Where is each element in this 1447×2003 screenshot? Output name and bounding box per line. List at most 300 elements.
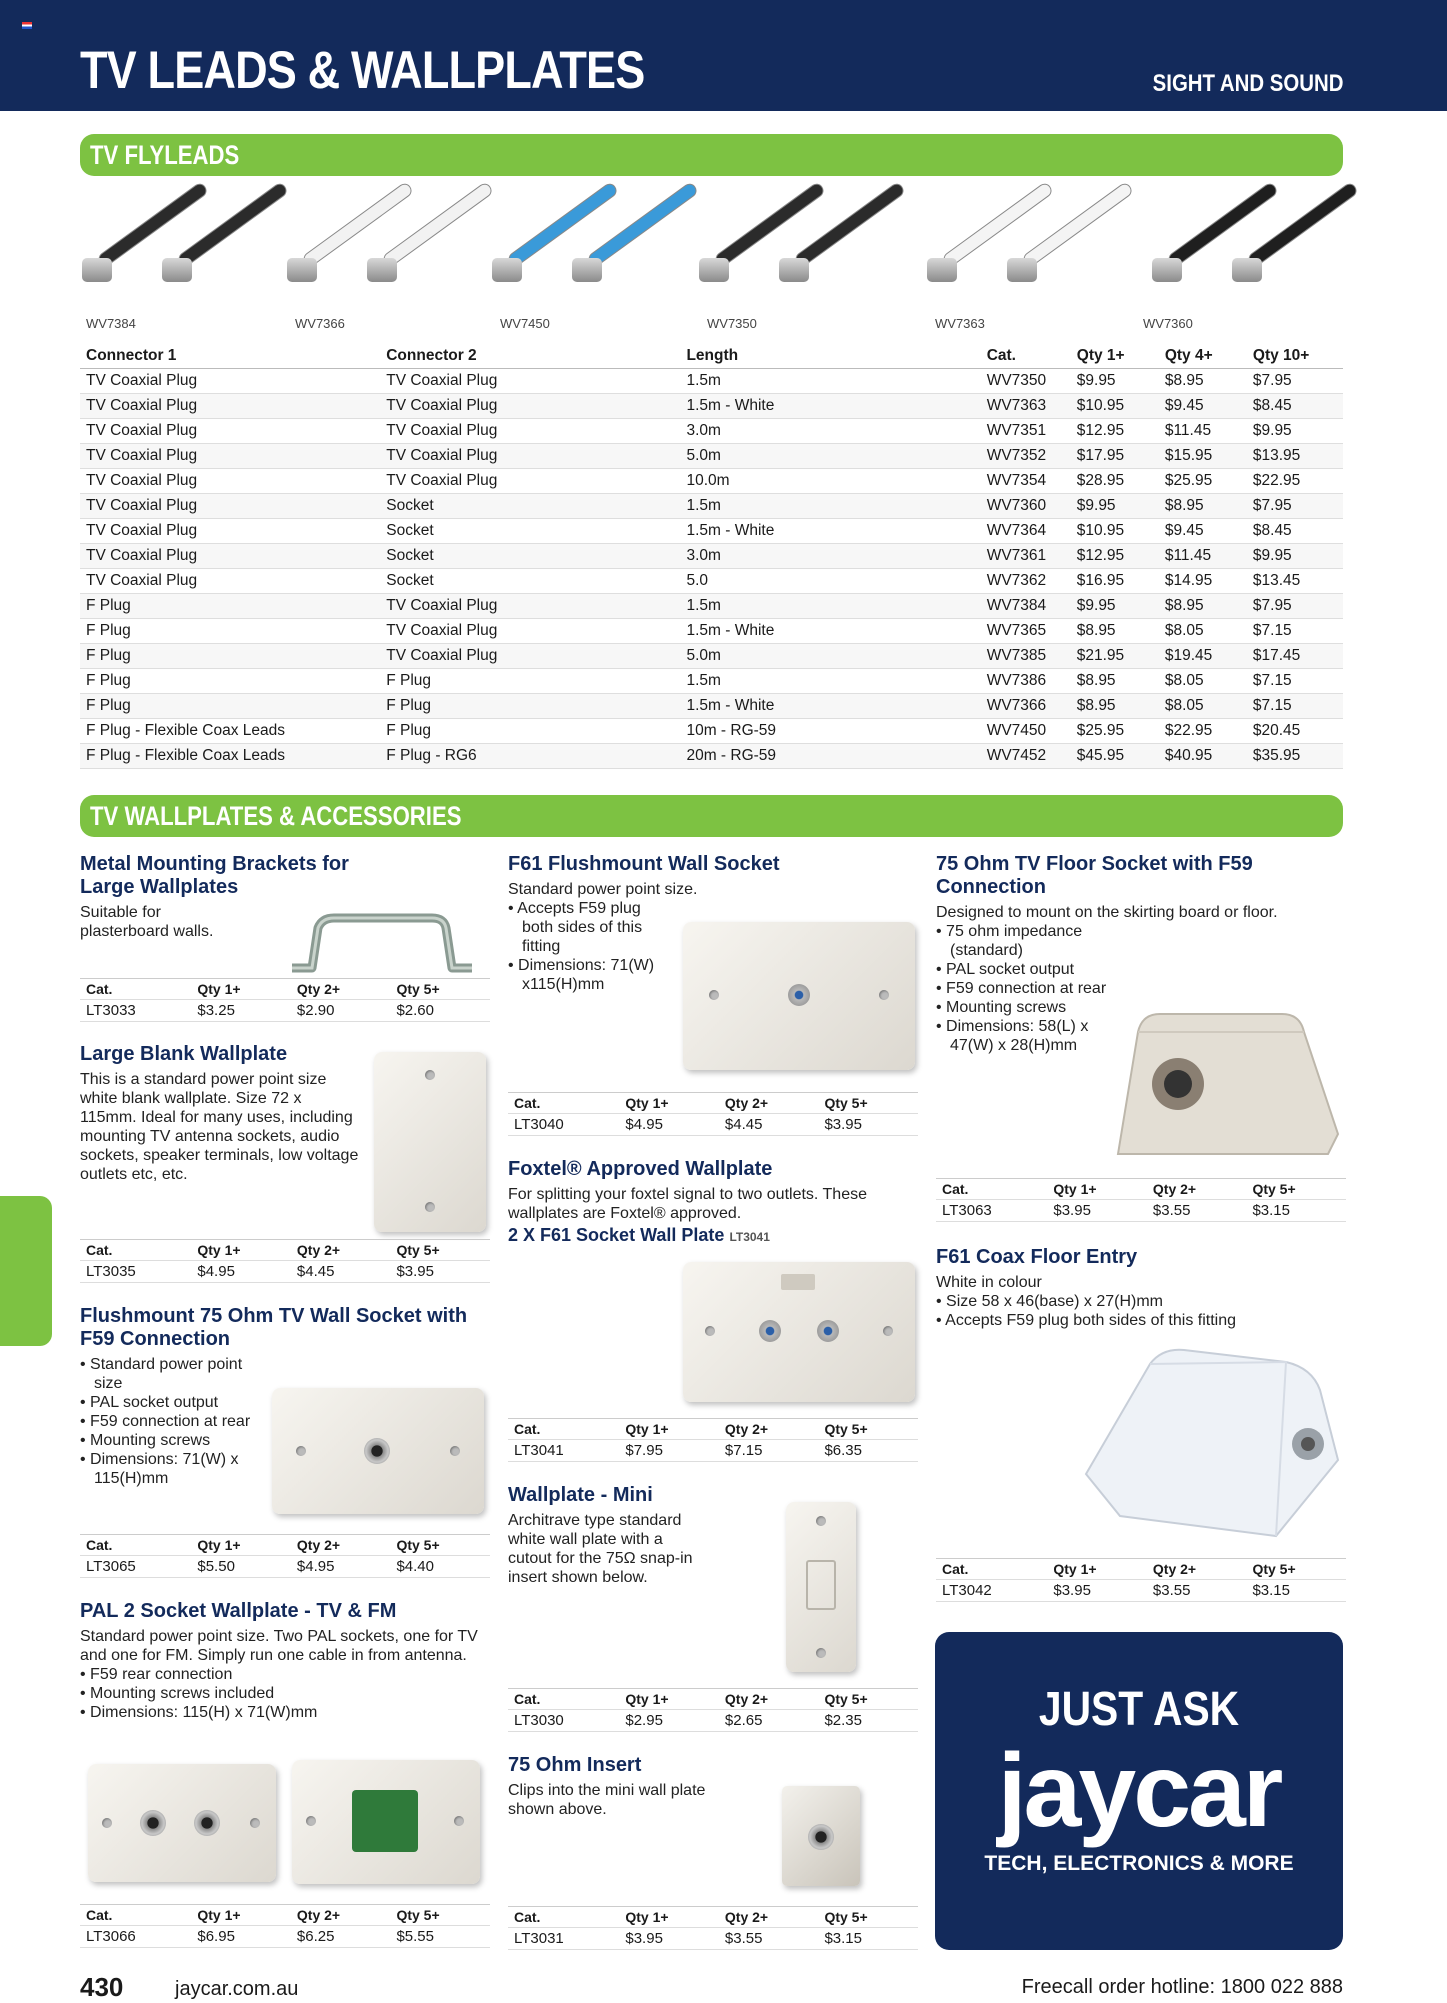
price-cell: LT3042 xyxy=(936,1580,1047,1602)
screw-hole xyxy=(450,1446,460,1456)
table-cell: 3.0m xyxy=(680,419,980,444)
plug xyxy=(927,258,957,282)
table-row xyxy=(80,544,1343,569)
table-cell: 5.0m xyxy=(680,644,980,669)
price-cell: $7.95 xyxy=(619,1440,719,1462)
table-cell: WV7364 xyxy=(981,519,1071,544)
table-cell: $10.95 xyxy=(1071,394,1159,419)
table-cell: $8.95 xyxy=(1071,669,1159,694)
coax-socket xyxy=(808,1824,834,1850)
feature-list xyxy=(936,922,1111,1055)
table-cell: $16.95 xyxy=(1071,569,1159,594)
table-row xyxy=(80,519,1343,544)
table-cell: $13.45 xyxy=(1247,569,1343,594)
table-cell: $7.15 xyxy=(1247,694,1343,719)
table-cell: 1.5m xyxy=(680,594,980,619)
table-row xyxy=(80,369,1343,394)
price-column-header: Qty 1+ xyxy=(619,1689,719,1710)
price-cell: $2.35 xyxy=(818,1710,918,1732)
table-cell: $9.95 xyxy=(1247,544,1343,569)
table-cell: WV7384 xyxy=(981,594,1071,619)
table-cell: $7.15 xyxy=(1247,619,1343,644)
table-cell: $8.05 xyxy=(1159,619,1247,644)
table-cell: $25.95 xyxy=(1071,719,1159,744)
price-column-header: Qty 1+ xyxy=(1047,1179,1147,1200)
price-column-header: Cat. xyxy=(508,1093,619,1114)
table-cell: WV7365 xyxy=(981,619,1071,644)
lead-image xyxy=(1150,176,1350,276)
price-column-header: Qty 1+ xyxy=(619,1907,719,1928)
price-cell: $5.55 xyxy=(390,1926,490,1948)
screw-hole xyxy=(425,1070,435,1080)
table-cell: F Plug xyxy=(380,669,680,694)
price-column-header: Qty 5+ xyxy=(818,1093,918,1114)
product-title: Metal Mounting Brackets for Large Wallplates xyxy=(80,853,349,898)
price-column-header: Qty 1+ xyxy=(1047,1559,1147,1580)
pal2-product xyxy=(80,1600,480,1722)
price-column-header: Qty 2+ xyxy=(1147,1179,1247,1200)
table-cell: WV7361 xyxy=(981,544,1071,569)
price-cell: $2.90 xyxy=(291,1000,391,1022)
table-cell: F Plug - RG6 xyxy=(380,744,680,769)
table-cell: $7.95 xyxy=(1247,494,1343,519)
table-row xyxy=(80,744,1343,769)
price-header-row xyxy=(508,1419,918,1440)
price-row xyxy=(508,1114,918,1136)
price-cell: LT3041 xyxy=(508,1440,619,1462)
table-cell: WV7360 xyxy=(981,494,1071,519)
price-header-row xyxy=(508,1689,918,1710)
section-label: SIGHT AND SOUND xyxy=(1152,70,1343,97)
foxtel-image xyxy=(683,1262,915,1402)
price-row xyxy=(508,1928,918,1950)
f61-floor-entry-image xyxy=(1080,1340,1344,1546)
table-cell: F Plug - Flexible Coax Leads xyxy=(80,719,380,744)
price-cell: $4.45 xyxy=(291,1261,391,1283)
feature-item: • PAL socket output xyxy=(80,1393,260,1412)
table-cell: $45.95 xyxy=(1071,744,1159,769)
table-cell: F Plug xyxy=(80,594,380,619)
flyleads-heading: TV FLYLEADS xyxy=(90,140,240,170)
price-cell: $3.95 xyxy=(1047,1580,1147,1602)
feature-item: • Standard power point size xyxy=(80,1355,260,1393)
feature-list xyxy=(80,1665,480,1722)
photo-code: WV7450 xyxy=(500,316,550,331)
table-cell: Socket xyxy=(380,494,680,519)
subtitle-code: LT3041 xyxy=(729,1230,770,1244)
price-column-header: Qty 1+ xyxy=(191,979,291,1000)
table-cell: $8.95 xyxy=(1159,494,1247,519)
table-cell: $7.95 xyxy=(1247,369,1343,394)
insert-cutout xyxy=(806,1560,836,1610)
price-cell: $6.95 xyxy=(191,1926,291,1948)
f-socket xyxy=(817,1320,839,1342)
table-cell: WV7385 xyxy=(981,644,1071,669)
price-cell: $7.15 xyxy=(719,1440,819,1462)
product-desc: Architrave type standard white wall plate with a cutout for the 75Ω snap-in insert shown below. xyxy=(508,1512,693,1586)
price-column-header: Qty 2+ xyxy=(291,1240,391,1261)
pal2-price-table xyxy=(80,1904,490,1948)
screw-hole xyxy=(102,1818,112,1828)
feature-item: • Mounting screws xyxy=(80,1431,260,1450)
price-cell: LT3066 xyxy=(80,1926,191,1948)
price-column-header: Qty 5+ xyxy=(1246,1179,1346,1200)
price-row xyxy=(508,1440,918,1462)
table-cell: $7.95 xyxy=(1247,594,1343,619)
table-cell: $7.15 xyxy=(1247,669,1343,694)
plug xyxy=(699,258,729,282)
table-header-row xyxy=(80,344,1343,369)
price-column-header: Cat. xyxy=(508,1689,619,1710)
table-cell: TV Coaxial Plug xyxy=(380,394,680,419)
price-cell: LT3030 xyxy=(508,1710,619,1732)
table-cell: 20m - RG-59 xyxy=(680,744,980,769)
table-cell: 1.5m - White xyxy=(680,619,980,644)
table-cell: F Plug xyxy=(80,644,380,669)
mini-price-table xyxy=(508,1688,918,1732)
price-cell: $2.95 xyxy=(619,1710,719,1732)
product-desc: Standard power point size. xyxy=(508,881,698,898)
table-cell: $15.95 xyxy=(1159,444,1247,469)
price-cell: LT3040 xyxy=(508,1114,619,1136)
feature-item: • Mounting screws xyxy=(936,998,1111,1017)
price-column-header: Cat. xyxy=(80,979,191,1000)
plug xyxy=(779,258,809,282)
table-cell: $9.95 xyxy=(1247,419,1343,444)
table-cell: WV7386 xyxy=(981,669,1071,694)
price-column-header: Qty 1+ xyxy=(619,1093,719,1114)
screw-hole xyxy=(709,990,719,1000)
lead-image xyxy=(925,176,1125,276)
price-column-header: Cat. xyxy=(80,1905,191,1926)
feature-item: • Dimensions: 71(W) x 115(H)mm xyxy=(80,1450,260,1488)
column-header: Length xyxy=(680,344,980,369)
price-cell: $3.55 xyxy=(719,1928,819,1950)
screw-hole xyxy=(454,1816,464,1826)
price-cell: $4.95 xyxy=(191,1261,291,1283)
price-header-row xyxy=(508,1093,918,1114)
table-cell: $8.95 xyxy=(1159,594,1247,619)
column-header: Qty 10+ xyxy=(1247,344,1343,369)
page-header xyxy=(0,0,1447,111)
table-cell: F Plug xyxy=(80,669,380,694)
screw-hole xyxy=(296,1446,306,1456)
table-cell: $22.95 xyxy=(1159,719,1247,744)
table-row xyxy=(80,494,1343,519)
price-header-row xyxy=(80,979,490,1000)
feature-item: • Dimensions: 71(W) x115(H)mm xyxy=(508,956,673,994)
table-cell: TV Coaxial Plug xyxy=(80,569,380,594)
price-cell: $6.25 xyxy=(291,1926,391,1948)
website-link[interactable]: jaycar.com.au xyxy=(175,1978,299,2000)
table-cell: TV Coaxial Plug xyxy=(80,469,380,494)
table-cell: 1.5m - White xyxy=(680,519,980,544)
photo-code: WV7360 xyxy=(1143,316,1193,331)
table-cell: TV Coaxial Plug xyxy=(380,419,680,444)
flag-icon xyxy=(22,22,32,29)
insert-price-table xyxy=(508,1906,918,1950)
f61-floor-entry-product xyxy=(936,1246,1346,1330)
table-cell: 1.5m xyxy=(680,369,980,394)
table-cell: 1.5m xyxy=(680,494,980,519)
table-cell: $20.45 xyxy=(1247,719,1343,744)
price-column-header: Qty 5+ xyxy=(390,979,490,1000)
column-header: Qty 1+ xyxy=(1071,344,1159,369)
feature-item: • Accepts F59 plug both sides of this fitting xyxy=(936,1311,1346,1330)
table-cell: $9.95 xyxy=(1071,494,1159,519)
page-title: TV LEADS & WALLPLATES xyxy=(80,41,645,100)
side-tab xyxy=(0,1196,52,1346)
table-cell: $17.95 xyxy=(1071,444,1159,469)
price-header-row xyxy=(508,1907,918,1928)
table-row xyxy=(80,619,1343,644)
price-cell: $3.25 xyxy=(191,1000,291,1022)
insert-image xyxy=(782,1786,860,1886)
insert-product xyxy=(508,1754,708,1819)
flyleads-table xyxy=(80,344,1343,769)
table-cell: Socket xyxy=(380,544,680,569)
price-cell: $3.55 xyxy=(1147,1200,1247,1222)
screw-hole xyxy=(883,1326,893,1336)
table-cell: 10m - RG-59 xyxy=(680,719,980,744)
table-row xyxy=(80,644,1343,669)
table-cell: TV Coaxial Plug xyxy=(80,419,380,444)
price-column-header: Qty 2+ xyxy=(719,1907,819,1928)
pal2-front-image xyxy=(88,1764,276,1882)
jaycar-logo: jaycar xyxy=(997,1733,1281,1849)
table-cell: F Plug xyxy=(380,694,680,719)
table-cell: $8.45 xyxy=(1247,519,1343,544)
flush75-price-table xyxy=(80,1534,490,1578)
screw-hole xyxy=(425,1202,435,1212)
price-cell: LT3033 xyxy=(80,1000,191,1022)
table-cell: $35.95 xyxy=(1247,744,1343,769)
price-row xyxy=(80,1000,490,1022)
pal2-rear-image xyxy=(292,1760,480,1884)
feature-item: • Mounting screws included xyxy=(80,1684,480,1703)
foxtel-price-table xyxy=(508,1418,918,1462)
product-title: F61 Flushmount Wall Socket xyxy=(508,853,780,875)
table-row xyxy=(80,419,1343,444)
plug xyxy=(287,258,317,282)
table-cell: TV Coaxial Plug xyxy=(380,619,680,644)
floor-price-table xyxy=(936,1178,1346,1222)
feature-item: • Size 58 x 46(base) x 27(H)mm xyxy=(936,1292,1346,1311)
table-cell: TV Coaxial Plug xyxy=(380,594,680,619)
product-title: 75 Ohm TV Floor Socket with F59 Connection xyxy=(936,853,1253,898)
table-cell: 5.0 xyxy=(680,569,980,594)
circuit-board xyxy=(352,1790,418,1852)
price-column-header: Qty 1+ xyxy=(191,1240,291,1261)
price-cell: $3.95 xyxy=(390,1261,490,1283)
table-cell: F Plug xyxy=(80,619,380,644)
hotline-text: Freecall order hotline: 1800 022 888 xyxy=(1021,1976,1343,1998)
price-cell: $2.65 xyxy=(719,1710,819,1732)
product-title: Flushmount 75 Ohm TV Wall Socket with F59 Connection xyxy=(80,1305,468,1350)
table-cell: $13.95 xyxy=(1247,444,1343,469)
table-cell: $40.95 xyxy=(1159,744,1247,769)
table-cell: $21.95 xyxy=(1071,644,1159,669)
table-cell: F Plug xyxy=(80,694,380,719)
table-cell: Socket xyxy=(380,569,680,594)
mini-wallplate-image xyxy=(786,1502,856,1672)
table-cell: TV Coaxial Plug xyxy=(380,369,680,394)
table-cell: Socket xyxy=(380,519,680,544)
table-cell: 1.5m - White xyxy=(680,394,980,419)
table-cell: TV Coaxial Plug xyxy=(80,519,380,544)
table-cell: 10.0m xyxy=(680,469,980,494)
price-column-header: Qty 5+ xyxy=(390,1535,490,1556)
f61-image xyxy=(683,922,915,1070)
price-row xyxy=(936,1200,1346,1222)
table-cell: TV Coaxial Plug xyxy=(80,494,380,519)
page-number: 430 xyxy=(80,1972,124,2002)
price-column-header: Cat. xyxy=(936,1179,1047,1200)
table-cell: $12.95 xyxy=(1071,419,1159,444)
feature-item: • PAL socket output xyxy=(936,960,1111,979)
lead-image xyxy=(285,176,485,276)
table-cell: $8.05 xyxy=(1159,694,1247,719)
table-cell: $8.95 xyxy=(1159,369,1247,394)
table-cell: $14.95 xyxy=(1159,569,1247,594)
price-cell: $4.45 xyxy=(719,1114,819,1136)
plug xyxy=(82,258,112,282)
table-row xyxy=(80,394,1343,419)
price-column-header: Qty 1+ xyxy=(619,1419,719,1440)
plug xyxy=(1152,258,1182,282)
foxtel-product xyxy=(508,1158,928,1246)
price-cell: $3.55 xyxy=(1147,1580,1247,1602)
plug xyxy=(1007,258,1037,282)
screw-hole xyxy=(879,990,889,1000)
price-cell: $3.95 xyxy=(619,1928,719,1950)
photo-code: WV7363 xyxy=(935,316,985,331)
table-cell: $9.45 xyxy=(1159,519,1247,544)
table-cell: WV7452 xyxy=(981,744,1071,769)
product-desc: White in colour xyxy=(936,1274,1042,1291)
price-column-header: Qty 2+ xyxy=(719,1093,819,1114)
product-desc: For splitting your foxtel signal to two outlets. These wallplates are Foxtel® approved. xyxy=(508,1186,867,1222)
screw-hole xyxy=(816,1648,826,1658)
table-cell: TV Coaxial Plug xyxy=(80,544,380,569)
column-header: Qty 4+ xyxy=(1159,344,1247,369)
price-header-row xyxy=(936,1559,1346,1580)
subtitle-text: 2 X F61 Socket Wall Plate xyxy=(508,1225,725,1245)
blank-price-table xyxy=(80,1239,490,1283)
feature-item: • Dimensions: 115(H) x 71(W)mm xyxy=(80,1703,480,1722)
price-column-header: Qty 5+ xyxy=(818,1419,918,1440)
foxtel-label xyxy=(781,1274,815,1290)
lead-image xyxy=(490,176,690,276)
product-title: F61 Coax Floor Entry xyxy=(936,1246,1138,1268)
table-cell: WV7362 xyxy=(981,569,1071,594)
price-cell: LT3063 xyxy=(936,1200,1047,1222)
table-row xyxy=(80,594,1343,619)
table-cell: TV Coaxial Plug xyxy=(80,444,380,469)
pal-socket xyxy=(140,1810,166,1836)
blank-wallplate-image xyxy=(374,1052,486,1232)
table-cell: WV7450 xyxy=(981,719,1071,744)
column-header: Connector 1 xyxy=(80,344,380,369)
product-desc: Standard power point size. Two PAL sockets, one for TV and one for FM. Simply run one cable in from antenna. xyxy=(80,1628,478,1664)
table-cell: WV7363 xyxy=(981,394,1071,419)
plug xyxy=(1232,258,1262,282)
feature-list xyxy=(936,1292,1346,1330)
table-cell: $11.45 xyxy=(1159,419,1247,444)
product-desc: This is a standard power point size white blank wallplate. Size 72 x 115mm. Ideal for many uses, including mounting TV antenna sockets, audio sockets, speaker terminals, low voltage outlets etc, etc. xyxy=(80,1071,359,1183)
price-column-header: Cat. xyxy=(508,1907,619,1928)
table-cell: WV7351 xyxy=(981,419,1071,444)
price-column-header: Qty 2+ xyxy=(291,1535,391,1556)
table-cell: F Plug - Flexible Coax Leads xyxy=(80,744,380,769)
table-cell: 3.0m xyxy=(680,544,980,569)
table-cell: $9.95 xyxy=(1071,369,1159,394)
price-column-header: Qty 2+ xyxy=(719,1419,819,1440)
table-row xyxy=(80,719,1343,744)
plug xyxy=(572,258,602,282)
table-cell: $12.95 xyxy=(1071,544,1159,569)
flyleads-heading-bar xyxy=(80,134,1343,176)
price-row xyxy=(508,1710,918,1732)
table-cell: $8.45 xyxy=(1247,394,1343,419)
screw-hole xyxy=(816,1516,826,1526)
screw-hole xyxy=(250,1818,260,1828)
table-cell: $8.95 xyxy=(1071,694,1159,719)
feature-item: • F59 connection at rear xyxy=(936,979,1111,998)
price-cell: LT3035 xyxy=(80,1261,191,1283)
screw-hole xyxy=(705,1326,715,1336)
price-column-header: Qty 2+ xyxy=(291,1905,391,1926)
table-cell: $9.45 xyxy=(1159,394,1247,419)
accessories-heading-bar xyxy=(80,795,1343,837)
price-cell: $6.35 xyxy=(818,1440,918,1462)
table-cell: 1.5m xyxy=(680,669,980,694)
promo-tagline: TECH, ELECTRONICS & MORE xyxy=(984,1852,1294,1875)
f61-floor-price-table xyxy=(936,1558,1346,1602)
f-socket xyxy=(759,1320,781,1342)
table-cell: $8.05 xyxy=(1159,669,1247,694)
price-row xyxy=(80,1556,490,1578)
price-cell: $4.95 xyxy=(291,1556,391,1578)
accessories-heading: TV WALLPLATES & ACCESSORIES xyxy=(90,801,462,831)
price-cell: $2.60 xyxy=(390,1000,490,1022)
price-column-header: Qty 5+ xyxy=(1246,1559,1346,1580)
price-column-header: Qty 1+ xyxy=(191,1905,291,1926)
brackets-price-table xyxy=(80,978,490,1022)
price-cell: $3.95 xyxy=(818,1114,918,1136)
price-cell: $3.15 xyxy=(1246,1200,1346,1222)
price-cell: $5.50 xyxy=(191,1556,291,1578)
plug xyxy=(162,258,192,282)
price-column-header: Qty 5+ xyxy=(818,1907,918,1928)
price-column-header: Cat. xyxy=(80,1240,191,1261)
product-title: Wallplate - Mini xyxy=(508,1484,653,1506)
price-column-header: Cat. xyxy=(936,1559,1047,1580)
product-title: Foxtel® Approved Wallplate xyxy=(508,1158,773,1180)
screw-hole xyxy=(306,1816,316,1826)
feature-item: • Accepts F59 plug both sides of this fitting xyxy=(508,899,673,956)
column-header: Cat. xyxy=(981,344,1071,369)
table-cell: TV Coaxial Plug xyxy=(380,644,680,669)
table-cell: WV7354 xyxy=(981,469,1071,494)
price-row xyxy=(936,1580,1346,1602)
foxtel-subtitle xyxy=(508,1225,928,1246)
feature-item: • F59 rear connection xyxy=(80,1665,480,1684)
pal-socket xyxy=(194,1810,220,1836)
price-column-header: Qty 5+ xyxy=(818,1689,918,1710)
price-cell: LT3031 xyxy=(508,1928,619,1950)
table-cell: $22.95 xyxy=(1247,469,1343,494)
